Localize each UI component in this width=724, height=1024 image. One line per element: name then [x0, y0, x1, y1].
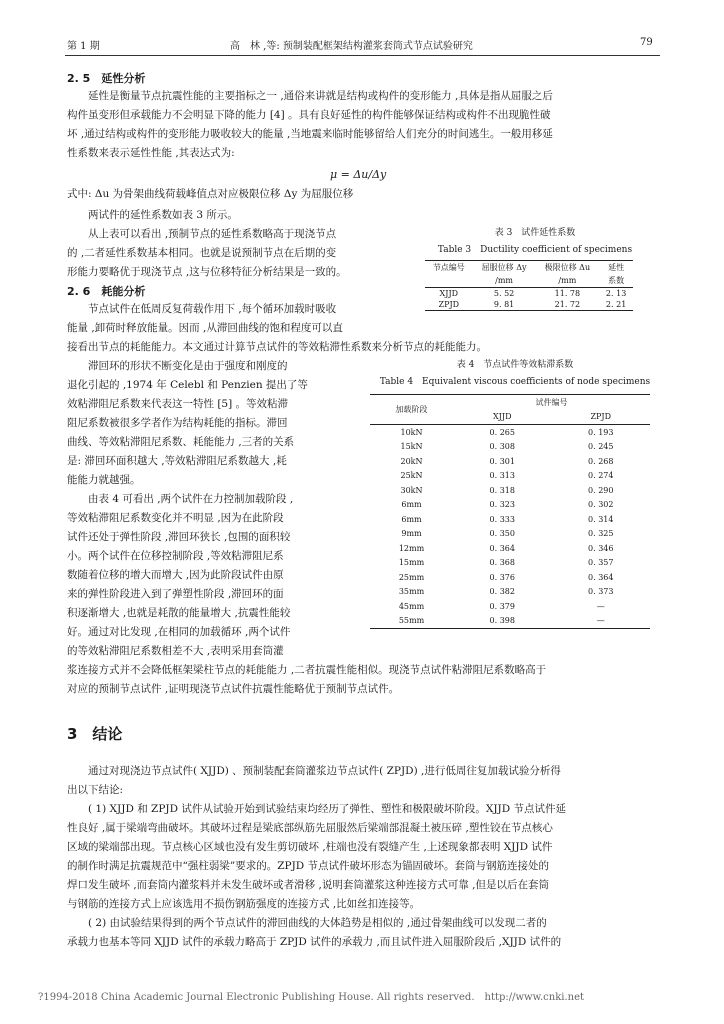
table-row: [370, 425, 650, 440]
table-cell: 9mm: [401, 529, 422, 539]
table-cell: 0. 301: [489, 456, 515, 466]
table3-unit: /mm: [558, 276, 577, 285]
text-line: 性系数来表示延性性能 ,其表达式为:: [67, 147, 235, 159]
table-cell: 0. 379: [489, 601, 515, 611]
table-cell: 0. 302: [588, 500, 614, 510]
table3-header: 屈服位移 Δy: [481, 263, 527, 272]
table-cell: 25kN: [400, 471, 423, 481]
table-cell: 0. 382: [489, 587, 515, 597]
text-line: 性良好 ,属于梁端弯曲破坏。其破坏过程是梁底部纵筋先屈服然后梁端部混凝土被压碎 ,塑性铰在节点核心: [67, 822, 553, 834]
text-line: 阻尼系数被很多学者作为结构耗能的指标。滞回: [67, 417, 288, 429]
text-line: 由表 4 可看出 ,两个试件在力控制加载阶段 ,: [88, 493, 294, 505]
table3-header: 节点编号: [432, 263, 465, 272]
table-cell: —: [596, 601, 605, 611]
table-cell: 0. 376: [489, 572, 515, 582]
table-cell: 0. 308: [489, 442, 515, 452]
table-row: [370, 527, 650, 542]
table-cell: 5. 52: [493, 289, 515, 298]
text-line: 滞回环的形状不断变化是由于强度和刚度的: [88, 360, 288, 372]
text-line: 浆连接方式并不会降低框架梁柱节点的耗能能力 ,二者抗震性能相似。现浇节点试件粘滞阻尼系数略高于: [67, 664, 547, 676]
text-line: 好。通过对比发现 ,在相同的加载循环 ,两个试件: [67, 626, 291, 638]
table-row: [370, 570, 650, 585]
text-line: 承载力也基本等同 XJJD 试件的承载力略高于 ZPJD 试件的承载力 ,而且试件进入屈服阶段后 ,XJJD 试件的: [67, 936, 562, 948]
table4: [370, 394, 650, 629]
table-cell: 45mm: [398, 601, 425, 611]
text-line: 曲线、等效粘滞阻尼系数、耗能能力 ,三者的关系: [67, 436, 295, 448]
table3: [425, 260, 633, 311]
table-row: [370, 614, 650, 629]
table-cell: 15kN: [400, 442, 423, 452]
section-2-5-heading: 2. 5 延性分析: [67, 72, 146, 85]
text-line: 试件还处于弹性阶段 ,滞回环狭长 ,包围的面积较: [67, 531, 291, 543]
header-rule: [65, 55, 660, 56]
text-line: 的制作时满足抗震规范中“强柱弱梁”要求的。ZPJD 节点试件破坏形态为锚固破坏。套筒与钢筋连接处的: [67, 860, 550, 872]
text-line: 对应的预制节点试件 ,证明现浇节点试件抗震性能略优于预制节点试件。: [67, 683, 400, 695]
text-line: ( 2) 由试验结果得到的两个节点试件的滞回曲线的大体趋势是相似的 ,通过骨架曲线可以发现二者的: [88, 917, 547, 929]
table-cell: 0. 314: [588, 514, 614, 524]
table-cell: —: [596, 616, 605, 626]
table-cell: 0. 364: [588, 572, 614, 582]
text-line: 通过对现浇边节点试件( XJJD) 、预制装配套筒灌浆边节点试件( ZPJD) ,进行低周往复加载试验分析得: [88, 765, 561, 777]
table-cell: 10kN: [400, 427, 423, 437]
table-cell: 0. 323: [489, 500, 515, 510]
text-line: 坏 ,通过结构或构件的变形能力吸收较大的能量 ,当地震来临时能够留给人们充分的时间逃生。一般用移延: [67, 128, 553, 140]
text-line: 区域的梁端部出现。节点核心区域也没有发生剪切破坏 ,柱端也没有裂缝产生 ,上述现象都表明 XJJD 试件: [67, 841, 553, 853]
table3-unit: /mm: [495, 276, 514, 285]
table-cell: 12mm: [398, 543, 425, 553]
formula-where: 式中: Δu 为骨架曲线荷载峰值点对应极限位移 Δy 为屈服位移: [67, 188, 354, 200]
table-row: [370, 512, 650, 527]
text-line: 小。两个试件在位移控制阶段 ,等效粘滞阻尼系: [67, 550, 284, 562]
text-line: 形能力要略优于现浇节点 ,这与位移特征分析结果是一致的。: [67, 266, 347, 278]
table4-caption-cn: 表 4 节点试件等效粘滞系数: [456, 360, 574, 370]
table-cell: 6mm: [401, 514, 422, 524]
table-cell: 0. 333: [489, 514, 515, 524]
section-2-6-body-a: [67, 300, 412, 338]
table-cell: 0. 325: [588, 529, 614, 539]
section-2-6-body-b: [67, 338, 667, 357]
text-line: 数随着位移的增大而增大 ,因为此阶段试件由原: [67, 569, 284, 581]
table-cell: 9. 81: [493, 300, 515, 309]
table-cell: 25mm: [398, 572, 425, 582]
table4-caption-en: Table 4 Equivalent viscous coefficients of node specimens: [379, 377, 651, 387]
table-cell: 0. 318: [489, 485, 515, 495]
issue-label: 第 1 期: [67, 41, 100, 52]
table-cell: 55mm: [398, 616, 425, 626]
table-row: [370, 440, 650, 455]
table3-unit: 系数: [608, 276, 625, 285]
section-3-body: [67, 762, 667, 952]
table-cell: 0. 193: [588, 427, 614, 437]
text-line: 能能力就越强。: [67, 474, 141, 486]
table-row: [370, 541, 650, 556]
section-2-6-body-c: [67, 357, 357, 661]
table-row: [370, 599, 650, 614]
text-line: 的等效粘滞阻尼系数相差不大 ,表明采用套筒灌: [67, 645, 284, 657]
copyright-footer: ?1994-2018 China Academic Journal Electronic Publishing House. All rights reserved. http://www.cnki.net: [38, 992, 585, 1003]
table-cell: 0. 290: [588, 485, 614, 495]
table3-unit: [425, 274, 473, 288]
table-row: [370, 498, 650, 513]
text-line: 的 ,二者延性系数基本相同。也就是说预制节点在后期的变: [67, 247, 337, 259]
text-line: 延性是衡量节点抗震性能的主要指标之一 ,通俗来讲就是结构或构件的变形能力 ,具体是指从屈服之后: [88, 90, 553, 102]
table-cell: 0. 357: [588, 558, 614, 568]
table-cell: 0. 265: [489, 427, 515, 437]
table-cell: 0. 368: [489, 558, 515, 568]
table-cell: 2. 13: [605, 289, 627, 298]
text-line: 退化引起的 ,1974 年 Celebl 和 Penzien 提出了等: [67, 379, 308, 391]
table-cell: 0. 364: [489, 543, 515, 553]
text-line: 构件虽变形但承载能力不会明显下降的能力 [4] 。具有良好延性的构件能够保证结构或构件不出现脆性破: [67, 109, 551, 121]
table3-header: 延性: [608, 263, 625, 272]
table-cell: 30kN: [400, 485, 423, 495]
section-3-heading: 3 结论: [67, 725, 123, 743]
table-cell: 0. 313: [489, 471, 515, 481]
table-cell: 15mm: [398, 558, 425, 568]
text-line: 与钢筋的连接方式上应该选用不损伤钢筋强度的连接方式 ,比如丝扣连接等。: [67, 898, 421, 910]
table-row: [370, 483, 650, 498]
text-line: 节点试件在低周反复荷载作用下 ,每个循环加载时吸收: [88, 303, 337, 315]
text-line: 能量 ,卸荷时释放能量。因而 ,从滞回曲线的饱和程度可以直: [67, 322, 343, 334]
table-cell: 0. 346: [588, 543, 614, 553]
table-cell: 0. 268: [588, 456, 614, 466]
table-cell: XJJD: [439, 289, 459, 298]
table3-caption-cn: 表 3 试件延性系数: [494, 228, 576, 238]
table-cell: 0. 350: [489, 529, 515, 539]
running-title: 高 林 ,等: 预制装配框架结构灌浆套筒式节点试验研究: [230, 41, 473, 52]
text-line: 焊口发生破坏 ,而套筒内灌浆料并未发生破坏或者滑移 ,说明套筒灌浆这种连接方式可靠 ,但是以后在套筒: [67, 879, 550, 891]
table4-caption: [365, 357, 665, 387]
table-cell: 11. 78: [554, 289, 581, 298]
table-row: [370, 454, 650, 469]
text-line: 是: 滞回环面积越大 ,等效粘滞阻尼系数越大 ,耗: [67, 455, 287, 467]
text-line: 接看出节点的耗能能力。本文通过计算节点试件的等效粘滞性系数来分析节点的耗能能力。: [67, 341, 487, 353]
ductility-formula: μ = Δu/Δy: [330, 168, 387, 181]
table-row: [370, 469, 650, 484]
table3-caption-en: Table 3 Ductility coefficient of specimens: [437, 245, 633, 255]
table-cell: 35mm: [398, 587, 425, 597]
table-row: [425, 299, 633, 311]
text-line: 出以下结论:: [67, 784, 124, 796]
text-line: 从上表可以看出 ,预制节点的延性系数略高于现浇节点: [88, 228, 337, 240]
text-line: 效粘滞阻尼系数来代表这一特性 [5] 。等效粘滞: [67, 398, 289, 410]
table-cell: 2. 21: [605, 300, 627, 309]
table3-caption: [420, 225, 650, 255]
table-row: [370, 556, 650, 571]
table-row: [425, 288, 633, 300]
section-2-6-heading: 2. 6 耗能分析: [67, 285, 146, 298]
text-line: 等效粘滞阻尼系数变化并不明显 ,因为在此阶段: [67, 512, 284, 524]
table-cell: 20kN: [400, 456, 423, 466]
table-cell: 21. 72: [554, 300, 581, 309]
table4-stage-header: 加载阶段: [370, 395, 453, 425]
table-cell: 0. 245: [588, 442, 614, 452]
text-line: 两试件的延性系数如表 3 所示。: [88, 209, 238, 221]
section-2-5-body: [67, 87, 667, 163]
text-line: 来的弹性阶段进入到了弹塑性阶段 ,滞回环的面: [67, 588, 284, 600]
section-2-6-body-d: [67, 661, 667, 699]
table4-group-header: 试件编号: [535, 397, 568, 407]
table-cell: 0. 373: [588, 587, 614, 597]
table-cell: 0. 274: [588, 471, 614, 481]
table-cell: 0. 398: [489, 616, 515, 626]
table4-col-header: ZPJD: [590, 412, 612, 422]
page-number: 79: [640, 37, 653, 48]
section-2-5-body-2: [67, 206, 412, 282]
table-cell: ZPJD: [438, 300, 460, 309]
table3-header: 极限位移 Δu: [544, 263, 591, 272]
table-row: [370, 585, 650, 600]
table4-col-header: XJJD: [492, 412, 512, 422]
text-line: 积逐渐增大 ,也就是耗散的能量增大 ,抗震性能较: [67, 607, 291, 619]
table-cell: 6mm: [401, 500, 422, 510]
text-line: ( 1) XJJD 和 ZPJD 试件从试验开始到试验结束均经历了弹性、塑性和极限破坏阶段。XJJD 节点试件延: [88, 803, 567, 815]
